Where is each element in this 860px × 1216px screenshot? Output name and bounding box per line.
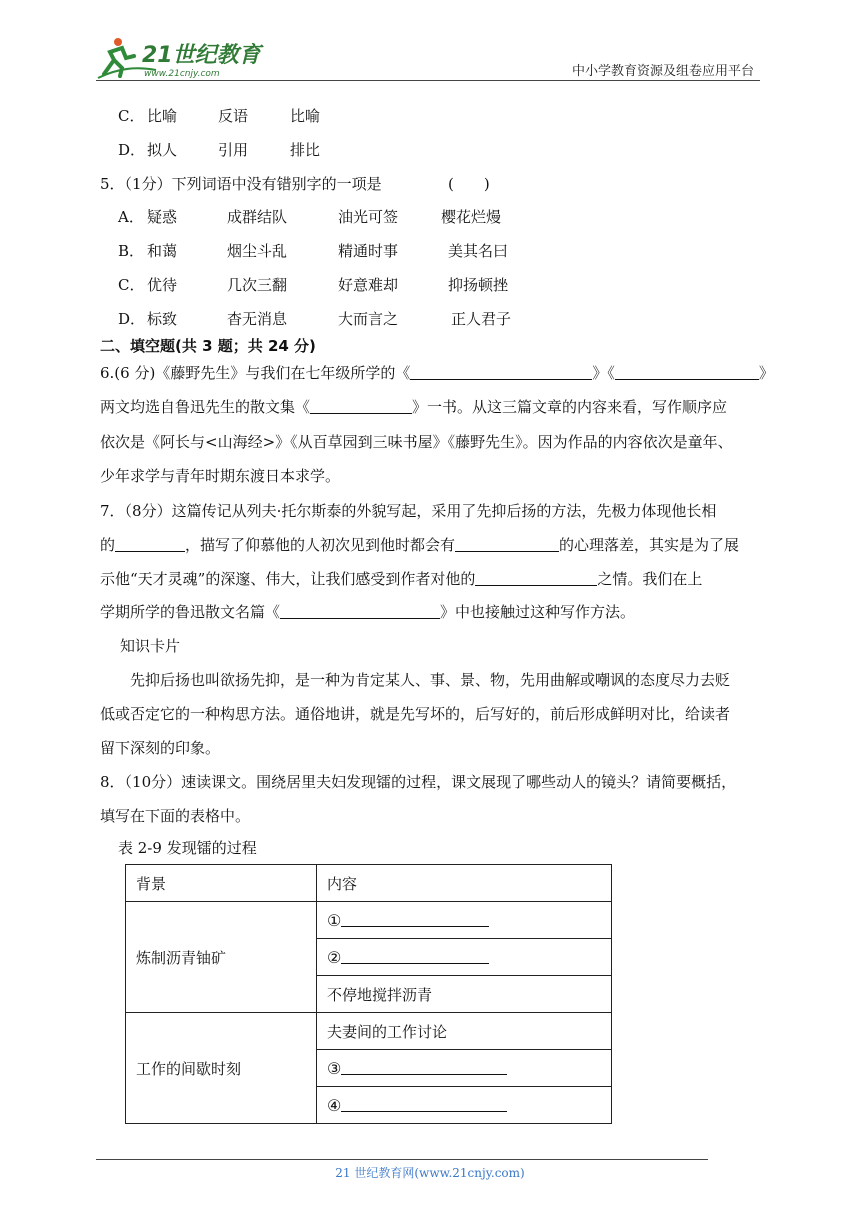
circled-number: ③ [327, 1058, 342, 1078]
q5-option-a-item: 成群结队 [227, 208, 288, 226]
logo-url-text: www.21cnjy.com [144, 69, 220, 79]
q7-blank-3[interactable] [475, 569, 597, 586]
q5-option-a-item: 油光可签 [338, 208, 399, 226]
q5-option-b-item: 烟尘斗乱 [227, 242, 288, 260]
q4-option-c-item: 比喻 [147, 107, 178, 125]
footer-link[interactable]: 21 世纪教育网(www.21cnjy.com) [335, 1166, 525, 1180]
q7-line-2: 的 ，描写了仰慕他的人初次见到他时都会有 的心理落差，其实是为了展 [100, 536, 740, 554]
q5-option-b-item: 美其名曰 [448, 242, 509, 260]
q5-option-c-item: 几次三翻 [227, 276, 288, 294]
discovery-table [125, 864, 612, 1124]
table-row [126, 1013, 612, 1050]
q7-line-3: 示他“天才灵魂”的深邃、伟大，让我们感受到作者对他的 之情。我们在上 [100, 570, 703, 588]
q6-line-4: 少年求学与青年时期东渡日本求学。 [100, 467, 341, 485]
header-rule [96, 80, 760, 81]
header-platform-text: 中小学教育资源及组卷应用平台 [571, 64, 754, 79]
q7-line-4: 学期所学的鲁迅散文名篇《 》中也接触过这种写作方法。 [100, 603, 636, 621]
table-answer-blank[interactable] [341, 912, 489, 927]
q5-option-d-item: 正人君子 [451, 310, 512, 328]
q8-line-1: 8．（10分）速读课文。围绕居里夫妇发现镭的过程，课文展现了哪些动人的镜头？请简要概括， [100, 773, 737, 791]
table-cell [317, 902, 612, 939]
footer-rule [96, 1159, 708, 1160]
q4-option-c-item: 比喻 [290, 107, 321, 125]
knowledge-card-line: 低或否定它的一种构思方法。通俗地讲，就是先写坏的，后写好的，前后形成鲜明对比，给读者 [100, 705, 731, 723]
q5-option-b-item: 精通时事 [338, 242, 399, 260]
q6-line-2: 两文均选自鲁迅先生的散文集《 》一书。从这三篇文章的内容来看，写作顺序应 [100, 398, 728, 416]
table-cell [317, 939, 612, 976]
table-header-cell: 背景 [126, 865, 317, 902]
q4-option-d: D． [118, 141, 146, 159]
knowledge-card-line: 留下深刻的印象。 [100, 739, 221, 757]
q5-answer-paren: ( ) [448, 175, 490, 193]
q8-line-2: 填写在下面的表格中。 [100, 807, 251, 825]
q5-option-c-item: 好意难却 [338, 276, 399, 294]
q6-blank-1[interactable] [410, 363, 592, 380]
q5-option-d-item: 大而言之 [338, 310, 399, 328]
circled-number: ④ [327, 1095, 342, 1115]
q5-option-c-item: 优待 [147, 276, 178, 294]
q5-option-b: B． [118, 242, 145, 260]
table-group-label: 炼制沥青铀矿 [126, 902, 317, 1013]
q5-option-d-item: 杳无消息 [227, 310, 288, 328]
table-cell: 夫妻间的工作讨论 [317, 1013, 612, 1050]
section-title: 二、填空题(共 3 题；共 24 分) [100, 337, 316, 355]
table-caption: 表 2-9 发现镭的过程 [118, 839, 257, 857]
q4-option-d-item: 引用 [218, 141, 249, 159]
q5-option-a-item: 樱花烂熳 [441, 208, 502, 226]
q5-option-b-item: 和蔼 [147, 242, 178, 260]
q4-option-c-item: 反语 [218, 107, 249, 125]
q6-blank-3[interactable] [310, 397, 412, 414]
table-cell: 不停地搅拌沥青 [317, 976, 612, 1013]
q5-option-c: C． [118, 276, 145, 294]
q5-option-d-item: 标致 [147, 310, 178, 328]
q5-option-a: A． [118, 208, 144, 226]
table-answer-blank[interactable] [341, 1097, 507, 1112]
q5-option-d: D． [118, 310, 146, 328]
table-row [126, 902, 612, 939]
q5-stem: 5．（1分）下列词语中没有错别字的一项是 [100, 175, 382, 193]
table-header-row [126, 865, 612, 902]
site-logo [96, 34, 266, 80]
table-cell [317, 1050, 612, 1087]
q5-option-c-item: 抑扬顿挫 [448, 276, 509, 294]
q4-option-d-item: 拟人 [147, 141, 178, 159]
knowledge-card-line: 先抑后扬也叫欲扬先抑，是一种为肯定某人、事、景、物，先用曲解或嘲讽的态度尽力去贬 [130, 671, 731, 689]
q6-line-3: 依次是《阿长与<山海经>》《从百草园到三味书屋》《藤野先生》。因为作品的内容依次是童年、 [100, 433, 733, 451]
knowledge-card-title: 知识卡片 [120, 637, 181, 655]
q4-option-d-item: 排比 [290, 141, 321, 159]
table-answer-blank[interactable] [341, 1060, 507, 1075]
q7-blank-2[interactable] [455, 535, 559, 552]
q7-blank-1[interactable] [115, 535, 185, 552]
q5-option-a-item: 疑惑 [147, 208, 178, 226]
circled-number: ② [327, 947, 342, 967]
q6-blank-2[interactable] [615, 363, 759, 380]
q4-option-c: C． [118, 107, 145, 125]
q7-blank-4[interactable] [280, 602, 440, 619]
logo-text: 21世纪教育 [142, 43, 261, 68]
table-answer-blank[interactable] [341, 949, 489, 964]
q6-line-1: 6.(6 分)《藤野先生》与我们在七年级所学的《 》《 》 [100, 364, 774, 382]
circled-number: ① [327, 910, 342, 930]
table-cell [317, 1087, 612, 1124]
table-group-label: 工作的间歇时刻 [126, 1013, 317, 1124]
q7-line-1: 7．（8分）这篇传记从列夫·托尔斯泰的外貌写起，采用了先抑后扬的方法，先极力体现他长相 [100, 502, 717, 520]
table-header-cell: 内容 [317, 865, 612, 902]
